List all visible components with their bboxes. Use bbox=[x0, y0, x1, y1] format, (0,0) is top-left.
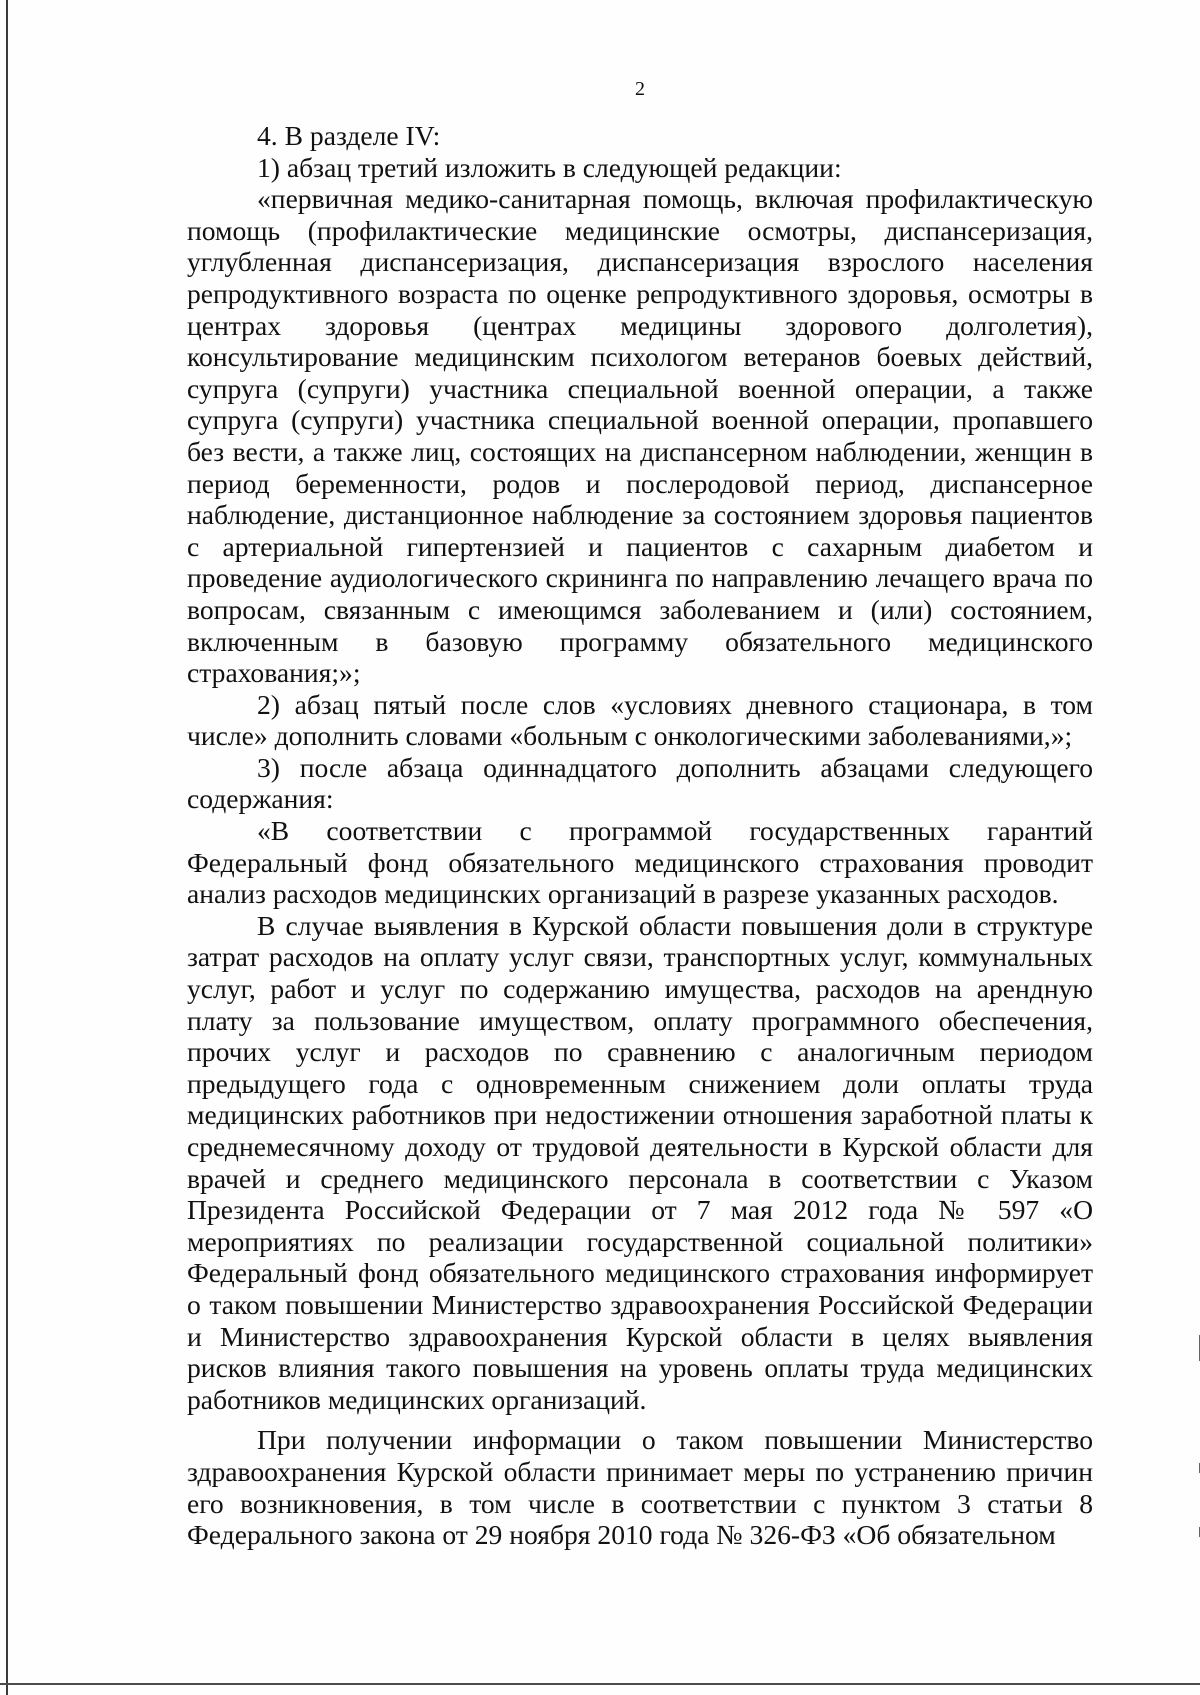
section-heading: 4. В разделе IV: bbox=[257, 120, 441, 151]
scan-bottom-edge bbox=[0, 1683, 1200, 1685]
page-number: 2 bbox=[635, 78, 645, 100]
paragraph: «В соответствии с программой государственных гарантий Федеральный фонд обязательного медицинского страхования проводит анализ расходов медицинских организаций в разрезе указанных расходов. bbox=[187, 815, 1093, 910]
paragraph: В случае выявления в Курской области повышения доли в структуре затрат расходов на оплату услуг связи, транспортных услуг, коммунальных услуг, работ и услуг по содержанию имущества, расходов на арендную плату за пользование имуществом, оплату программного обеспечения, прочих услуг и расходов по сравнению с аналогичным периодом предыдущего года с одновременным снижением доли оплаты труда медицинских работников при недостижении отношения заработной платы к среднемесячному доходу от трудовой деятельности в Курской области для врачей и среднего медицинского персонала в соответствии с Указом Президента Российской Федерации от 7 мая 2012 года № 597 «О мероприятиях по реализации государственной социальной политики» Федеральный фонд обязательного медицинского страхования информирует о таком повышении Министерство здравоохранения Российской Федерации и Министерство здравоохранения Курской области в целях выявления рисков влияния такого повышения на уровень оплаты труда медицинских работников медицинских организаций. bbox=[187, 909, 1093, 1415]
paragraph: 1) абзац третий изложить в следующей редакции: bbox=[257, 151, 842, 183]
paragraph: 2) абзац пятый после слов «условиях дневного стационара, в том числе» дополнить словами «больным с онкологическими заболеваниями,»; bbox=[187, 688, 1093, 752]
document-body bbox=[187, 120, 1093, 1551]
paragraph: «первичная медико-санитарная помощь, включая профилактическую помощь (профилактические медицинские осмотры, диспансеризация, углубленная диспансеризация, диспансеризация взрослого населения репродуктивного возраста по оценке репродуктивного здоровья, осмотры в центрах здоровья (центрах медицины здорового долголетия), консультирование медицинским психологом ветеранов боевых действий, супруга (супруги) участника специальной военной операции, а также супруга (супруги) участника специальной военной операции, пропавшего без вести, а также лиц, состоящих на диспансерном наблюдении, женщин в период беременности, родов и послеродовой период, диспансерное наблюдение, дистанционное наблюдение за состоянием здоровья пациентов с артериальной гипертензией и пациентов с сахарным диабетом и проведение аудиологического скрининга по направлению лечащего врача по вопросам, связанным с имеющимся заболеванием и (или) состоянием, включенным в базовую программу обязательного медицинского страхования;»; bbox=[187, 183, 1093, 689]
paragraph: При получении информации о таком повышении Министерство здравоохранения Курской области принимает меры по устранению причин его возникновения, в том числе в соответствии с пунктом 3 статьи 8 Федерального закона от 29 ноября 2010 года № 326-ФЗ «Об обязательном bbox=[187, 1424, 1093, 1551]
paragraph: 3) после абзаца одиннадцатого дополнить абзацами следующего содержания: bbox=[187, 751, 1093, 815]
scan-left-edge bbox=[6, 0, 8, 1695]
